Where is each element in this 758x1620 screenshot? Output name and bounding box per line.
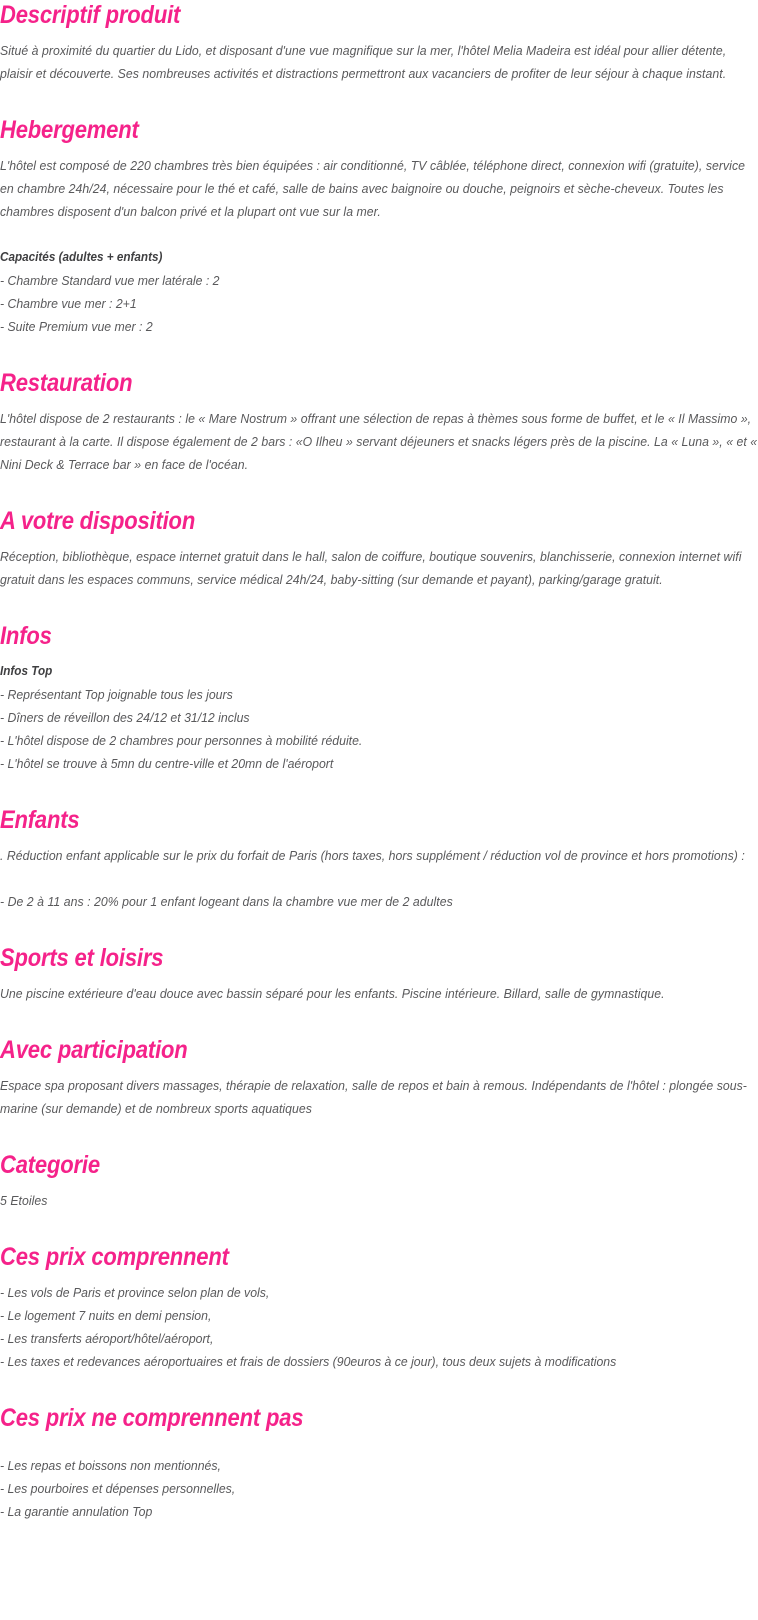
section-title-hebergement: Hebergement [0,116,139,144]
categorie-value: 5 Etoiles [0,1193,48,1208]
list-item: - Les taxes et redevances aéroportuaires et frais de dossiers (90euros à ce jour), tous deux sujets à modifications [0,1354,617,1369]
participation-paragraph: Espace spa proposant divers massages, thérapie de relaxation, salle de repos et bain à remous. Indépendants de l'hôtel : plongée sous-marine (sur demande) et de nombreux sports aquatiques [0,1078,747,1116]
section-descriptif-produit [0,0,758,85]
sports-paragraph: Une piscine extérieure d'eau douce avec bassin séparé pour les enfants. Piscine intérieure. Billard, salle de gymnastique. [0,986,665,1001]
paragraph-spacer [0,867,758,890]
hebergement-paragraph: L'hôtel est composé de 220 chambres très bien équipées : air conditionné, TV câblée, téléphone direct, connexion wifi (gratuite), service en chambre 24h/24, nécessaire pour le thé et café, salle de bains avec baignoire ou douche, peignoirs et sèche-cheveux. Toutes les chambres disposent d'un balcon privé et la plupart ont vue sur la mer. [0,158,746,219]
list-item: - Chambre Standard vue mer latérale : 2 [0,273,220,288]
page-title: Descriptif produit [0,1,181,29]
list-item: - Les repas et boissons non mentionnés, [0,1458,221,1473]
list-item: - Suite Premium vue mer : 2 [0,319,153,334]
section-categorie [0,1150,758,1212]
disposition-paragraph: Réception, bibliothèque, espace internet gratuit dans le hall, salon de coiffure, boutique souvenirs, blanchisserie, connexion internet wifi gratuit dans les espaces communs, service médical 24h/24, baby-sitting (sur demande et payant), parking/garage gratuit. [0,549,742,587]
section-ces-prix-ne-comprennent-pas [0,1403,758,1523]
list-item: - La garantie annulation Top [0,1504,153,1519]
infos-top-label: Infos Top [0,664,53,678]
list-item: - Le logement 7 nuits en demi pension, [0,1308,212,1323]
section-sports-et-loisirs [0,943,758,1005]
list-item: - Les vols de Paris et province selon plan de vols, [0,1285,270,1300]
list-item: - Chambre vue mer : 2+1 [0,296,137,311]
section-avec-participation [0,1035,758,1120]
capacities-label: Capacités (adultes + enfants) [0,250,163,264]
list-item: - L'hôtel se trouve à 5mn du centre-ville et 20mn de l'aéroport [0,756,334,771]
section-enfants [0,805,758,913]
capacities-list [0,269,758,338]
list-spacer [0,1442,758,1454]
section-title-prix-ne-comprennent-pas: Ces prix ne comprennent pas [0,1404,304,1432]
section-title-restauration: Restauration [0,369,133,397]
section-ces-prix-comprennent [0,1242,758,1373]
list-item: - Les transferts aéroport/hôtel/aéroport, [0,1331,214,1346]
section-title-enfants: Enfants [0,806,80,834]
section-hebergement [0,115,758,338]
list-item: - Représentant Top joignable tous les jours [0,687,233,702]
section-restauration [0,368,758,476]
section-a-votre-disposition [0,506,758,591]
paragraph-spacer [0,223,758,246]
infos-list [0,683,758,775]
list-item: - L'hôtel dispose de 2 chambres pour personnes à mobilité réduite. [0,733,363,748]
enfants-detail: - De 2 à 11 ans : 20% pour 1 enfant logeant dans la chambre vue mer de 2 adultes [0,894,453,909]
restauration-paragraph: L'hôtel dispose de 2 restaurants : le « Mare Nostrum » offrant une sélection de repas à thèmes sous forme de buffet, et le « Il Massimo », restaurant à la carte. Il dispose également de 2 bars : «O Ilheu » servant déjeuners et snacks légers près de la piscine. La « Luna », « et « Nini Deck & Terrace bar » en face de l'océan. [0,411,758,472]
list-item: - Les pourboires et dépenses personnelles, [0,1481,236,1496]
section-title-infos: Infos [0,622,52,650]
section-title-participation: Avec participation [0,1036,188,1064]
prix-ne-comprennent-pas-list [0,1454,758,1523]
enfants-paragraph: . Réduction enfant applicable sur le prix du forfait de Paris (hors taxes, hors supplément / réduction vol de province et hors promotions) : [0,848,745,863]
section-title-disposition: A votre disposition [0,507,196,535]
section-infos [0,621,758,775]
prix-comprennent-list [0,1281,758,1373]
list-item: - Dîners de réveillon des 24/12 et 31/12 inclus [0,710,250,725]
descriptif-paragraph: Situé à proximité du quartier du Lido, et disposant d'une vue magnifique sur la mer, l'hôtel Melia Madeira est idéal pour allier détente, plaisir et découverte. Ses nombreuses activités et distractions permettront aux vacanciers de profiter de leur séjour à chaque instant. [0,43,727,81]
section-title-prix-comprennent: Ces prix comprennent [0,1243,229,1271]
section-title-sports: Sports et loisirs [0,944,164,972]
section-title-categorie: Categorie [0,1151,100,1179]
